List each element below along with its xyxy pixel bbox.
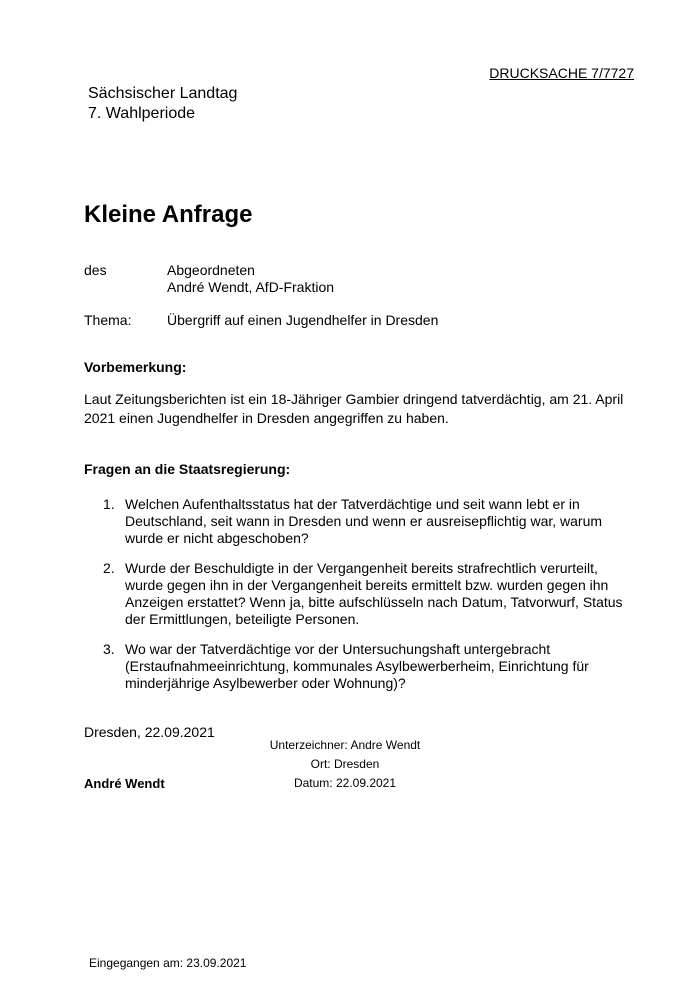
question-number: 1. [103, 496, 115, 512]
question-number: 3. [103, 641, 115, 657]
member-name: André Wendt, AfD-Fraktion [167, 279, 335, 295]
question-text: Welchen Aufenthaltsstatus hat der Tatverdächtige und seit wann lebt er in Deutschland, seit wann in Dresden und wenn er ausreisepflichtig war, warum wurde er nicht abgeschoben? [125, 496, 603, 546]
electronic-signature [180, 736, 510, 793]
question-number: 2. [103, 560, 115, 576]
question-text: Wo war der Tatverdächtige vor der Untersuchungshaft untergebracht (Erstaufnahmeeinrichtung, kommunales Asylbewerberheim, Einrichtung für minderjährige Asylbewerber oder Wohnung)? [125, 641, 589, 691]
received-date: Eingegangen am: 23.09.2021 [89, 956, 247, 970]
signature-signer: Unterzeichner: Andre Wendt [269, 738, 421, 752]
signature-date: Datum: 22.09.2021 [293, 776, 397, 790]
preliminary-heading: Vorbemerkung: [84, 359, 187, 375]
legislative-period: 7. Wahlperiode [88, 105, 196, 122]
des-label: des [84, 262, 107, 278]
parliament-name: Sächsischer Landtag [88, 85, 238, 102]
signature-place: Ort: Dresden [310, 757, 380, 771]
parliament-header [88, 84, 237, 124]
document-number: DRUCKSACHE 7/7727 [489, 65, 634, 81]
signer-name: André Wendt [84, 776, 165, 791]
question-text: Wurde der Beschuldigte in der Vergangenheit bereits strafrechtlich verurteilt, wurde gegen ihn in der Vergangenheit bereits ermittelt bzw. wurden gegen ihn Anzeigen erstattet? Wenn ja, bitte aufschlüsseln nach Datum, Tatvorwurf, Status der Ermittlungen, beteiligte Personen. [125, 560, 623, 627]
questions-heading: Fragen an die Staatsregierung: [84, 461, 291, 477]
preliminary-text: Laut Zeitungsberichten ist ein 18-Jähriger Gambier dringend tatverdächtig, am 21. April 2021 einen Jugendhelfer in Dresden angegriffen zu haben. [84, 391, 624, 426]
member-block [167, 262, 334, 296]
topic-value: Übergriff auf einen Jugendhelfer in Dresden [167, 312, 439, 328]
topic-label: Thema: [84, 312, 132, 328]
document-title: Kleine Anfrage [84, 201, 253, 228]
member-role: Abgeordneten [167, 262, 255, 278]
place-date: Dresden, 22.09.2021 [84, 724, 215, 740]
